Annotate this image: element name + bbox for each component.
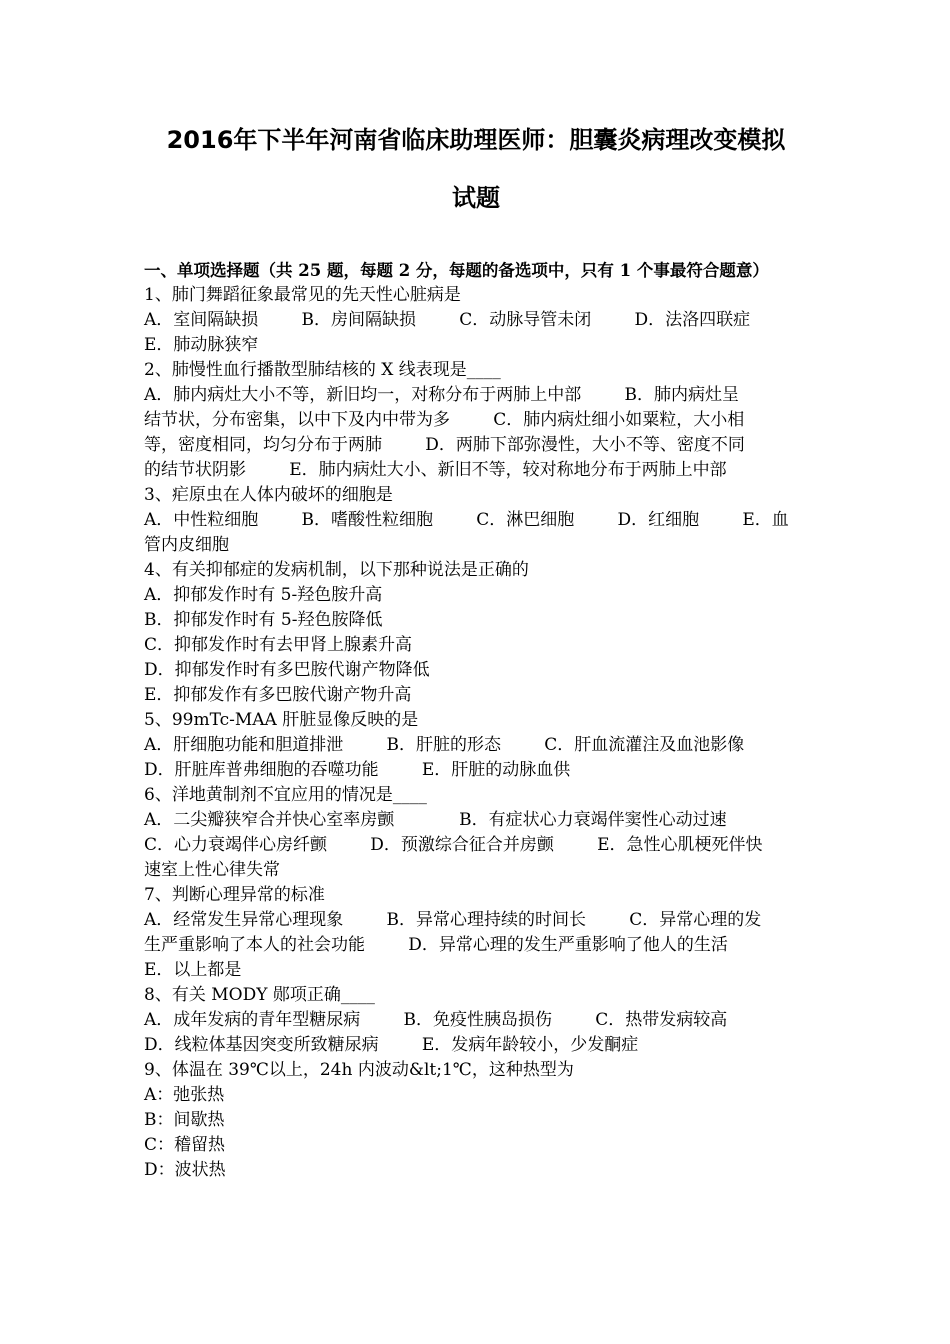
text-line: A．肝细胞功能和胆道排泄 B．肝脏的形态 C．肝血流灌注及血池影像	[144, 735, 745, 755]
text-line: 管内皮细胞	[144, 535, 229, 555]
document-title-line-1: 2016年下半年河南省临床助理医师：胆囊炎病理改变模拟	[166, 126, 786, 154]
text-line: 生严重影响了本人的社会功能 D．异常心理的发生严重影响了他人的生活	[144, 935, 728, 955]
text-line: B：间歇热	[144, 1110, 225, 1130]
text-line: 6、洋地黄制剂不宜应用的情况是____	[144, 785, 427, 805]
text-line: 的结节状阴影 E．肺内病灶大小、新旧不等，较对称地分布于两肺上中部	[144, 460, 727, 480]
text-line: 1、肺门舞蹈征象最常见的先天性心脏病是	[144, 285, 461, 305]
text-line: E．肺动脉狭窄	[144, 335, 259, 355]
document-content	[144, 112, 808, 1183]
text-line: A．室间隔缺损 B．房间隔缺损 C．动脉导管未闭 D．法洛四联症	[144, 310, 751, 330]
text-line: 等，密度相同，均匀分布于两肺 D．两肺下部弥漫性，大小不等、密度不同	[144, 435, 745, 455]
text-line: 4、有关抑郁症的发病机制，以下那种说法是正确的	[144, 560, 529, 580]
text-line: C．抑郁发作时有去甲肾上腺素升高	[144, 635, 413, 655]
text-line: 5、99mTc-MAA 肝脏显像反映的是	[144, 710, 419, 730]
text-line: 7、判断心理异常的标准	[144, 885, 325, 905]
text-line: A．肺内病灶大小不等，新旧均一，对称分布于两肺上中部 B．肺内病灶呈	[144, 385, 739, 405]
text-line: D．肝脏库普弗细胞的吞噬功能 E．肝脏的动脉血供	[144, 760, 571, 780]
text-line: E．以上都是	[144, 960, 242, 980]
text-line: A：弛张热	[144, 1085, 225, 1105]
text-line: D：波状热	[144, 1160, 226, 1180]
text-line: D．抑郁发作时有多巴胺代谢产物降低	[144, 660, 430, 680]
text-line: 9、体温在 39℃以上，24h 内波动&lt;1℃，这种热型为	[144, 1060, 574, 1080]
text-line: A．成年发病的青年型糖尿病 B．免疫性胰岛损伤 C．热带发病较高	[144, 1010, 728, 1030]
text-line: A．经常发生异常心理现象 B．异常心理持续的时间长 C．异常心理的发	[144, 910, 762, 930]
text-line: 结节状，分布密集，以中下及内中带为多 C．肺内病灶细小如粟粒，大小相	[144, 410, 745, 430]
text-line: C．心力衰竭伴心房纤颤 D．预激综合征合并房颤 E．急性心肌梗死伴快	[144, 835, 763, 855]
document-title-line-2: 试题	[452, 184, 500, 212]
text-line: C：稽留热	[144, 1135, 226, 1155]
text-line: 3、疟原虫在人体内破坏的细胞是	[144, 485, 393, 505]
text-line: E．抑郁发作有多巴胺代谢产物升高	[144, 685, 412, 705]
text-line: A．二尖瓣狭窄合并快心室率房颤 B．有症状心力衰竭伴窦性心动过速	[144, 810, 727, 830]
text-line: A．中性粒细胞 B．嗜酸性粒细胞 C．淋巴细胞 D．红细胞 E．血	[144, 510, 789, 530]
text-line: 8、有关 MODY 郧项正确____	[144, 985, 375, 1005]
text-line: 速室上性心律失常	[144, 860, 280, 880]
text-line: D．线粒体基因突变所致糖尿病 E．发病年龄较小，少发酮症	[144, 1035, 639, 1055]
text-line: B．抑郁发作时有 5-羟色胺降低	[144, 610, 383, 630]
section-heading: 一、单项选择题（共 25 题，每题 2 分，每题的备选项中，只有 1 个事最符合题意）	[144, 261, 769, 280]
text-line: A．抑郁发作时有 5-羟色胺升高	[144, 585, 383, 605]
question-list	[144, 283, 808, 1183]
text-line: 2、肺慢性血行播散型肺结核的 X 线表现是____	[144, 360, 501, 380]
